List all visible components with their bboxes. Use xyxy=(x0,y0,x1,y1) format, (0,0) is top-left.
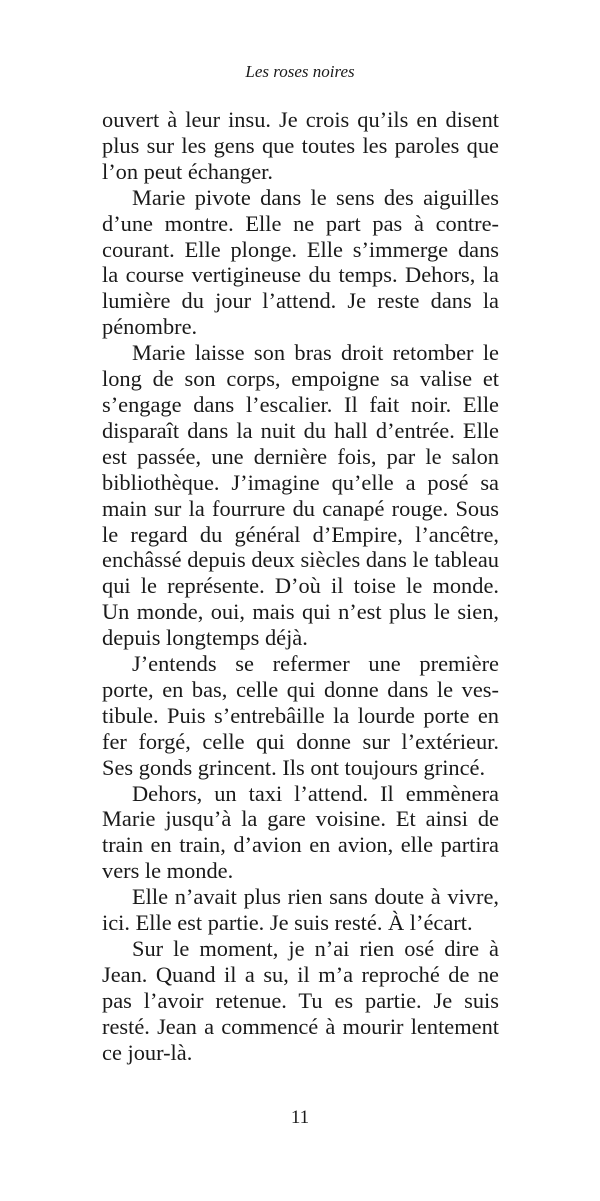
body-text xyxy=(102,107,499,1066)
paragraph: Sur le moment, je n’ai rien osé dire à Jean. Quand il a su, il m’a reproché de ne pas l’avoir retenue. Tu es partie. Je suis resté. Jean a commencé à mourir lentement ce jour-là. xyxy=(102,936,499,1065)
paragraph: Elle n’avait plus rien sans doute à vivre, ici. Elle est partie. Je suis resté. À l’écart. xyxy=(102,884,499,936)
page-number: 11 xyxy=(290,1107,310,1128)
paragraph: Dehors, un taxi l’attend. Il emmènera Marie jusqu’à la gare voisine. Et ainsi de train en train, d’avion en avion, elle partira vers le monde. xyxy=(102,780,499,884)
paragraph: J’entends se refermer une première porte, en bas, celle qui donne dans le vestibule. Puis s’entrebâille la lourde porte en fer forgé, celle qui donne sur l’extérieur. Ses gonds grincent. Ils ont toujours grincé. xyxy=(102,651,499,780)
paragraph: Marie laisse son bras droit retomber le long de son corps, empoigne sa valise et s’engage dans l’escalier. Il fait noir. Elle disparaît dans la nuit du hall d’entrée. Elle est passée, une dernière fois, par le salon bibliothèque. J’imagine qu’elle a posé sa main sur la fourrure du canapé rouge. Sous le regard du général d’Empire, l’ancêtre, enchâssé depuis deux siècles dans le tableau qui le représente. D’où il toise le monde. Un monde, oui, mais qui n’est plus le sien, depuis longtemps déjà. xyxy=(102,340,499,651)
running-header: Les roses noires xyxy=(245,62,355,81)
paragraph: Marie pivote dans le sens des aiguilles d’une montre. Elle ne part pas à contrecourant. Elle plonge. Elle s’immerge dans la course vertigineuse du temps. Dehors, la lumière du jour l’attend. Je reste dans la pénombre. xyxy=(102,184,499,340)
paragraph: ouvert à leur insu. Je crois qu’ils en disent plus sur les gens que toutes les paroles que l’on peut échanger. xyxy=(102,107,499,184)
